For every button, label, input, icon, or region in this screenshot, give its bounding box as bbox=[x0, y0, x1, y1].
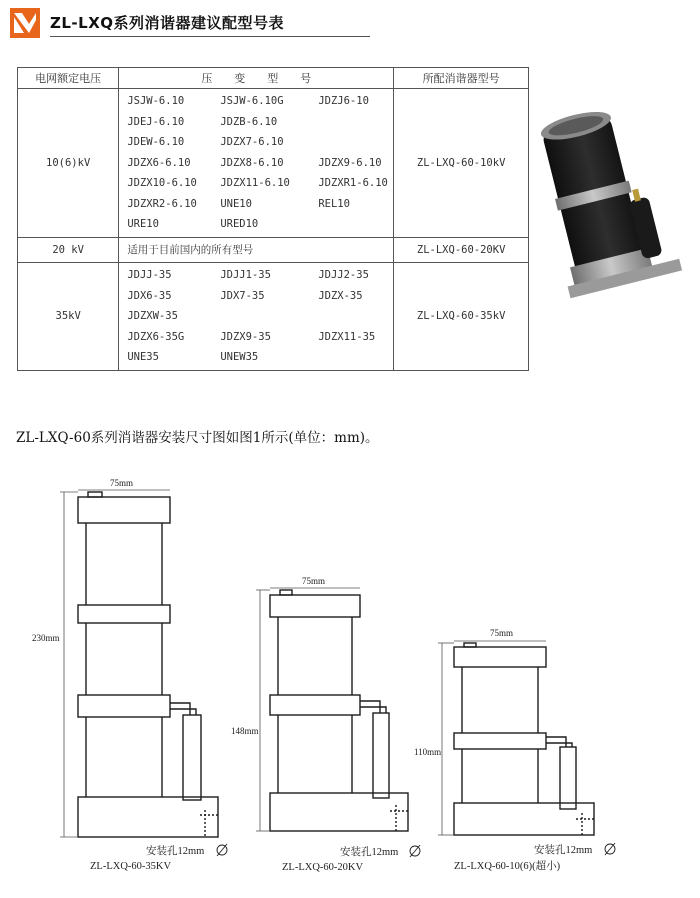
table-row bbox=[18, 89, 529, 238]
model-item bbox=[318, 306, 393, 327]
suppressor-cell: ZL-LXQ-60-20KV bbox=[394, 237, 529, 263]
voltage-cell: 35kV bbox=[18, 263, 119, 371]
model-item: JDEW-6.10 bbox=[127, 136, 185, 148]
voltage-cell: 20 kV bbox=[18, 237, 119, 263]
model-item: JSJW-6.10G bbox=[220, 95, 284, 107]
model-item: JDZX11-35 bbox=[318, 330, 376, 343]
model-item: JDJJ2-35 bbox=[318, 269, 369, 281]
device-2-height-label: 148mm bbox=[231, 726, 259, 736]
model-item: JDZXR1-6.10 bbox=[318, 177, 388, 189]
device-3-height-label: 110mm bbox=[414, 747, 442, 757]
device-1-hole-label: 安装孔12mm bbox=[146, 846, 205, 857]
model-note: 适用于目前国内的所有型号 bbox=[127, 243, 254, 256]
model-item bbox=[318, 132, 393, 153]
device-35kv bbox=[78, 492, 218, 837]
model-item: JDZX9-35 bbox=[220, 330, 271, 343]
device-3-width-label: 75mm bbox=[490, 628, 514, 638]
table-row bbox=[18, 263, 529, 371]
column-header-voltage: 电网额定电压 bbox=[18, 68, 119, 89]
device-1-width-label: 75mm bbox=[110, 478, 134, 488]
models-cell bbox=[119, 263, 394, 371]
models-cell bbox=[119, 237, 394, 263]
model-item: JDZXR2-6.10 bbox=[127, 197, 197, 210]
device-1-height-label: 230mm bbox=[32, 633, 60, 643]
model-item: JDX6-35 bbox=[127, 289, 172, 302]
model-item: JDZX9-6.10 bbox=[318, 156, 382, 169]
model-item: JDEJ-6.10 bbox=[127, 115, 185, 128]
device-2-model-label: ZL-LXQ-60-20KV bbox=[282, 862, 364, 873]
model-list bbox=[119, 263, 393, 370]
model-item: JDX7-35 bbox=[220, 289, 265, 302]
page-header bbox=[10, 8, 365, 38]
model-item: JDZX6-35G bbox=[127, 330, 185, 343]
model-item: JDZX7-6.10 bbox=[220, 136, 284, 148]
model-item: JDZXW-35 bbox=[127, 310, 178, 322]
model-item: JSJW-6.10 bbox=[127, 95, 185, 107]
device-1-model-label: ZL-LXQ-60-35KV bbox=[90, 861, 172, 872]
model-item: URE10 bbox=[127, 218, 159, 230]
model-item: REL10 bbox=[318, 197, 350, 210]
device-20kv bbox=[270, 590, 408, 831]
column-header-suppressor: 所配消谐器型号 bbox=[394, 68, 529, 89]
model-item: JDZJ6-10 bbox=[318, 95, 369, 107]
model-item: JDZX11-6.10 bbox=[220, 177, 290, 189]
model-list bbox=[119, 89, 393, 237]
model-item: JDJJ-35 bbox=[127, 269, 172, 281]
suppressor-cell: ZL-LXQ-60-35kV bbox=[394, 263, 529, 371]
model-item: JDZX10-6.10 bbox=[127, 177, 197, 189]
figure-caption: ZL-LXQ-60系列消谐器安装尺寸图如图1所示(单位：mm)。 bbox=[16, 430, 379, 446]
model-item: UNE35 bbox=[127, 351, 159, 363]
table-row bbox=[18, 237, 529, 263]
model-item bbox=[220, 306, 318, 327]
device-2-hole-label: 安装孔12mm bbox=[340, 847, 399, 858]
model-item: JDZX-35 bbox=[318, 289, 363, 302]
voltage-cell: 10(6)kV bbox=[18, 89, 119, 238]
device-3-hole-label: 安装孔12mm bbox=[534, 845, 593, 856]
page-title: ZL-LXQ系列消谐器建议配型号表 bbox=[50, 14, 285, 32]
model-selection-table bbox=[17, 67, 529, 371]
model-list bbox=[119, 238, 393, 263]
model-item bbox=[318, 214, 393, 235]
table-header-row bbox=[18, 68, 529, 89]
model-item: URED10 bbox=[220, 218, 259, 230]
brand-logo-icon bbox=[10, 8, 40, 38]
model-item: JDZX6-6.10 bbox=[127, 156, 191, 169]
model-item: JDZB-6.10 bbox=[220, 115, 278, 128]
models-cell bbox=[119, 89, 394, 238]
device-2-width-label: 75mm bbox=[302, 576, 326, 586]
installation-dimension-drawing bbox=[32, 475, 640, 885]
device-3-model-label: ZL-LXQ-60-10(6)(超小) bbox=[454, 861, 561, 872]
model-item: UNEW35 bbox=[220, 351, 259, 363]
suppressor-cell: ZL-LXQ-60-10kV bbox=[394, 89, 529, 238]
device-10kv bbox=[454, 643, 594, 835]
header-divider bbox=[50, 36, 370, 37]
model-item: UNE10 bbox=[220, 197, 252, 210]
column-header-pt-model: 压 变 型 号 bbox=[119, 68, 394, 89]
product-photo bbox=[538, 95, 688, 310]
model-item: JDZX8-6.10 bbox=[220, 156, 284, 169]
model-item bbox=[318, 347, 393, 368]
model-item: JDJJ1-35 bbox=[220, 269, 271, 281]
model-item bbox=[318, 112, 393, 133]
